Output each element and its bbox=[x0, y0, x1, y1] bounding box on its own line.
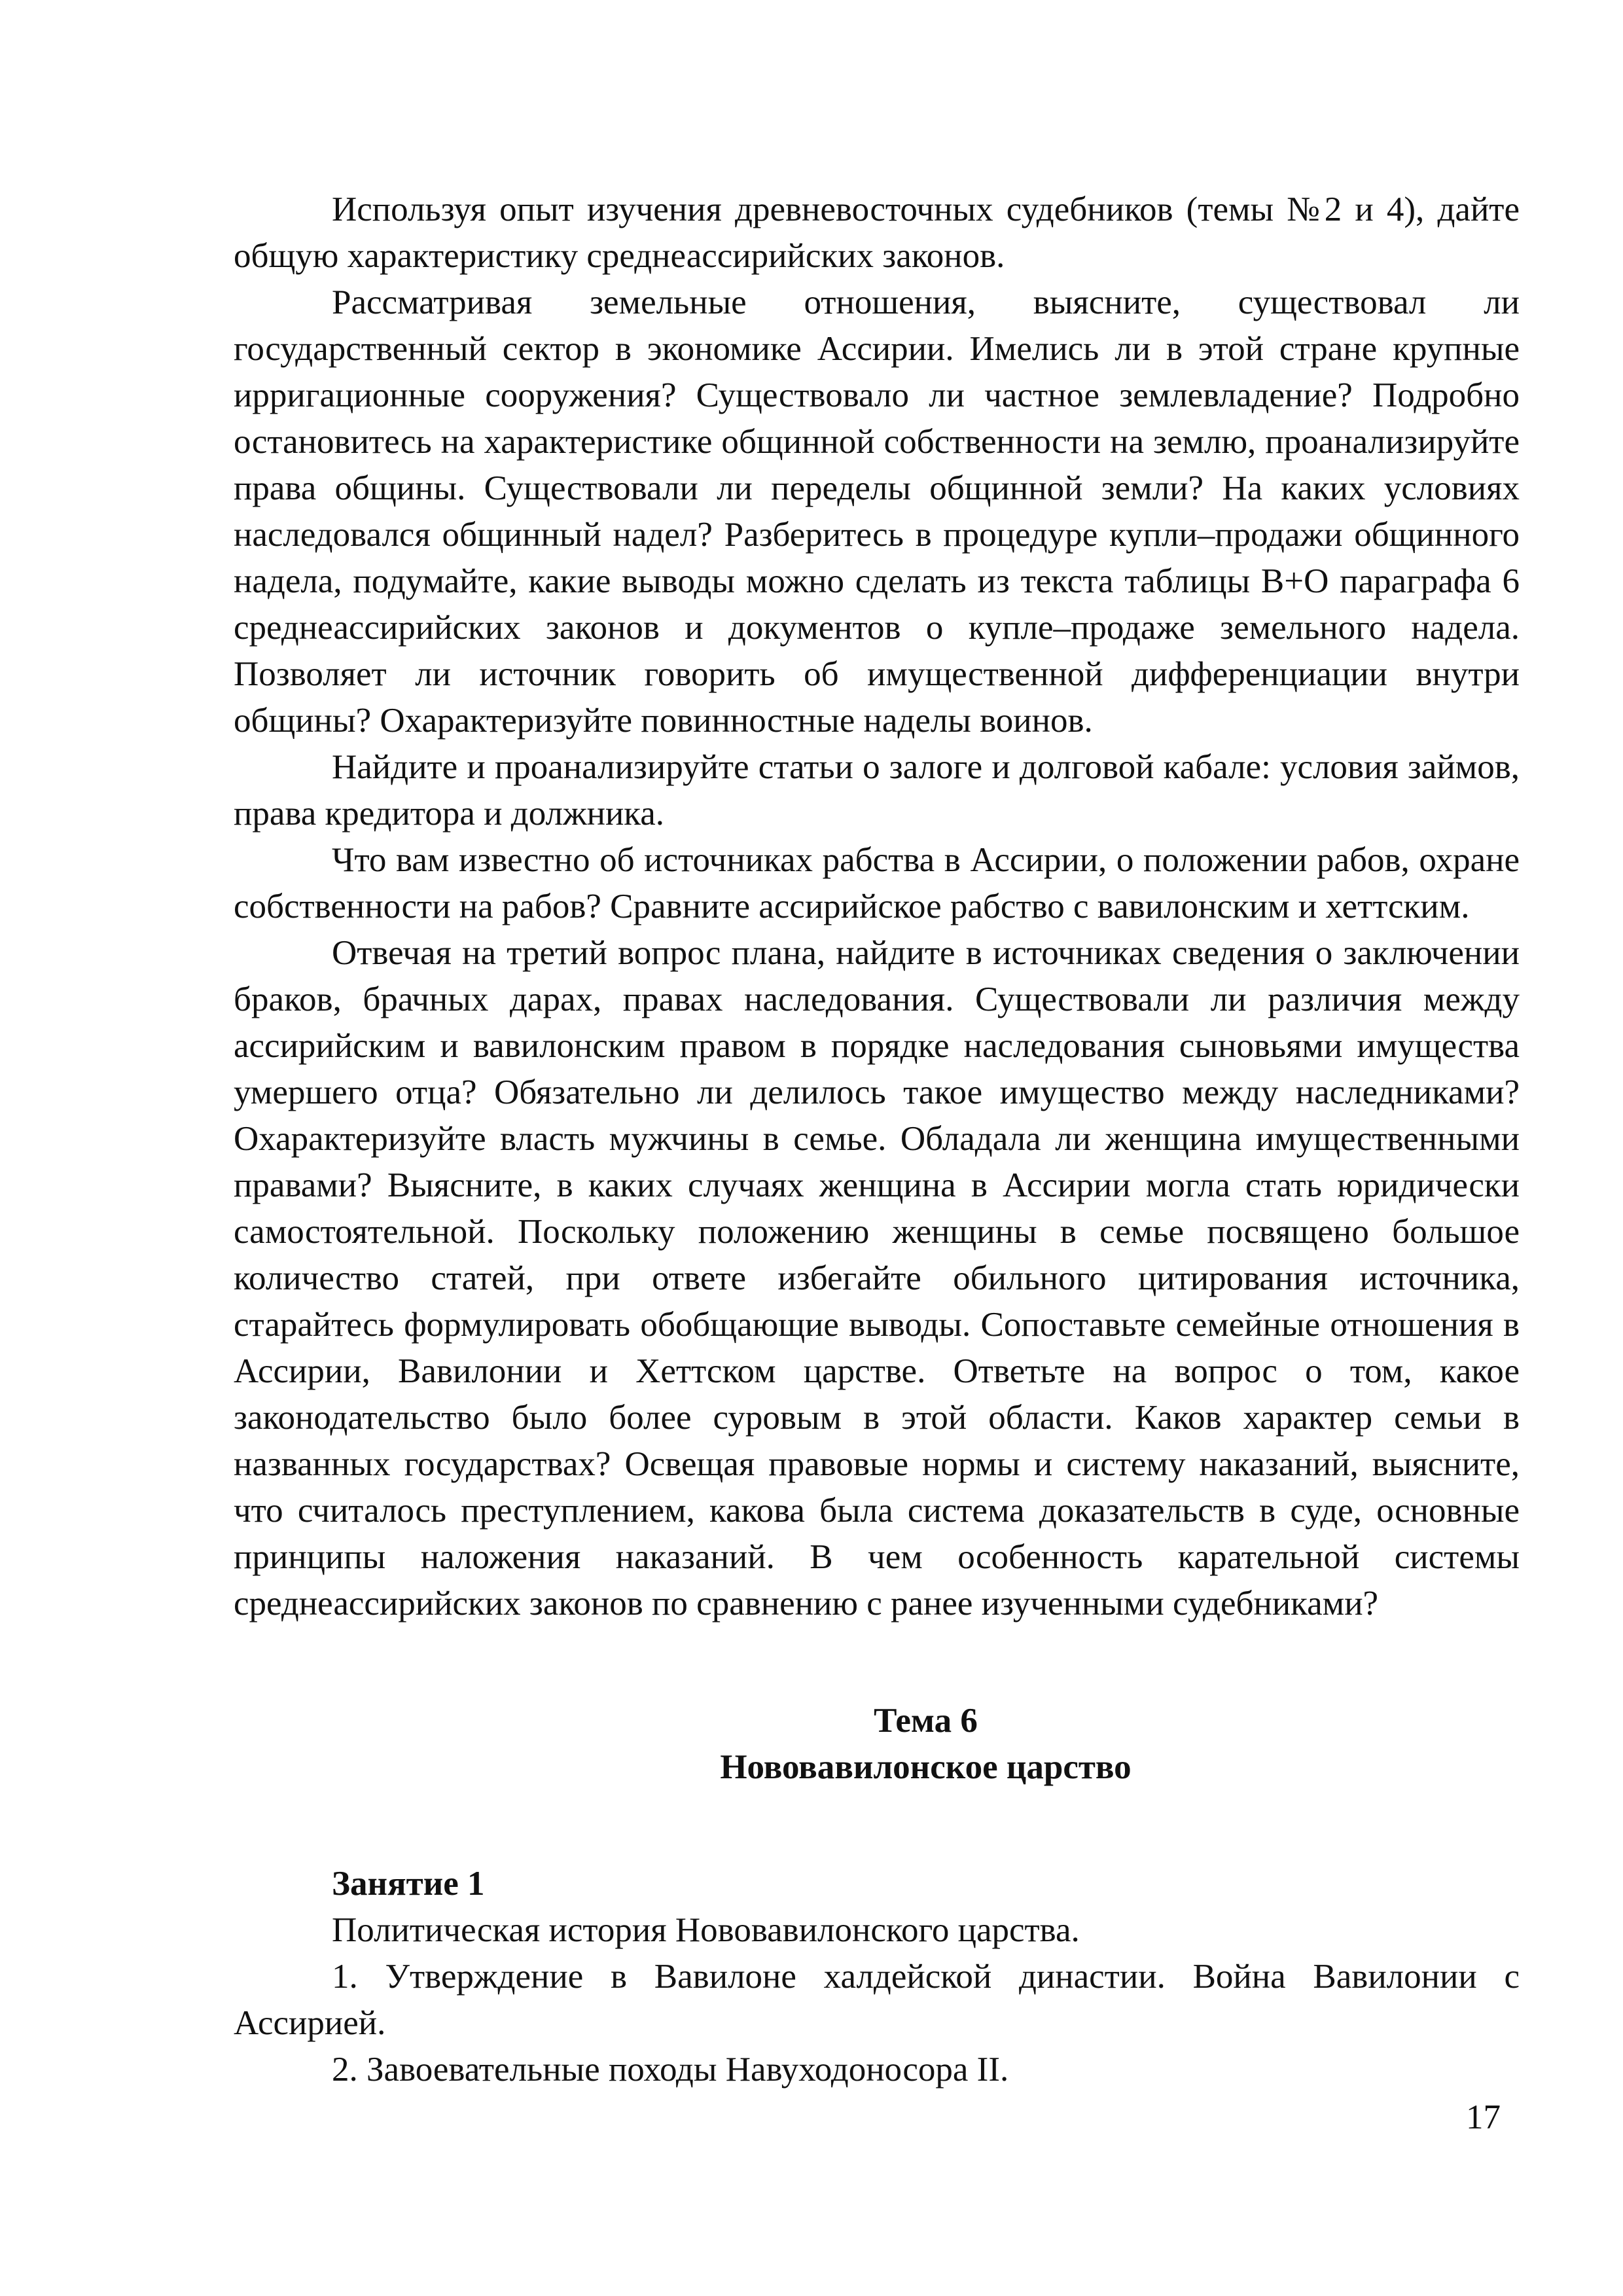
paragraph-sources-intro: Используя опыт изучения древневосточных судебников (темы №2 и 4), дайте общую характеристику среднеассирийских законов. bbox=[234, 190, 1520, 275]
topic-heading bbox=[234, 1698, 1520, 1791]
lesson-item: 1. Утверждение в Вавилоне халдейской династии. Война Вавилонии с Ассирией. bbox=[234, 1958, 1520, 2042]
paragraph-debt-bondage: Найдите и проанализируйте статьи о залоге и долговой кабале: условия займов, права кредитора и должника. bbox=[234, 748, 1520, 833]
lesson-section bbox=[234, 1861, 1520, 2093]
topic-title: Нововавилонское царство bbox=[720, 1748, 1132, 1786]
topic-number: Тема 6 bbox=[874, 1702, 978, 1740]
lesson-item: 2. Завоевательные походы Навуходоносора II. bbox=[332, 2051, 1009, 2089]
lesson-title: Занятие 1 bbox=[332, 1865, 485, 1903]
document-page bbox=[234, 187, 1520, 2093]
paragraph-family-law: Отвечая на третий вопрос плана, найдите в источниках сведения о заключении браков, брачных дарах, правах наследования. Существовали ли различия между ассирийским и вавилонским правом в порядке наследования сыновьями имущества умершего отца? Обязательно ли делилось такое имущество между наследниками? Охарактеризуйте власть мужчины в семье. Обладала ли женщина имущественными правами? Выясните, в каких случаях женщина в Ассирии могла стать юридически самостоятельной. Поскольку положению женщины в семье посвящено большое количество статей, при ответе избегайте обильного цитирования источника, старайтесь формулировать обобщающие выводы. Сопоставьте семейные отношения в Ассирии, Вавилонии и Хеттском царстве. Ответьте на вопрос о том, какое законодательство было более суровым в этой области. Каков характер семьи в названных государствах? Освещая правовые нормы и систему наказаний, выясните, что считалось преступлением, какова была система доказательств в суде, основные принципы наложения наказаний. В чем особенность карательной системы среднеассирийских законов по сравнению с ранее изученными судебниками? bbox=[234, 934, 1520, 1623]
paragraph-land-relations: Рассматривая земельные отношения, выясните, существовал ли государственный сектор в экономике Ассирии. Имелись ли в этой стране крупные ирригационные сооружения? Существовало ли частное землевладение? Подробно остановитесь на характеристике общинной собственности на землю, проанализируйте права общины. Существовали ли переделы общинной земли? На каких условиях наследовался общинный надел? Разберитесь в процедуре купли–продажи общинного надела, подумайте, какие выводы можно сделать из текста таблицы В+О параграфа 6 среднеассирийских законов и документов о купле–продаже земельного надела. Позволяет ли источник говорить об имущественной дифференциации внутри общины? Охарактеризуйте повинностные наделы воинов. bbox=[234, 283, 1520, 740]
lesson-subtitle: Политическая история Нововавилонского царства. bbox=[332, 1911, 1080, 1949]
paragraph-slavery: Что вам известно об источниках рабства в Ассирии, о положении рабов, охране собственности на рабов? Сравните ассирийское рабство с вавилонским и хеттским. bbox=[234, 841, 1520, 925]
page-number: 17 bbox=[1466, 2098, 1501, 2136]
